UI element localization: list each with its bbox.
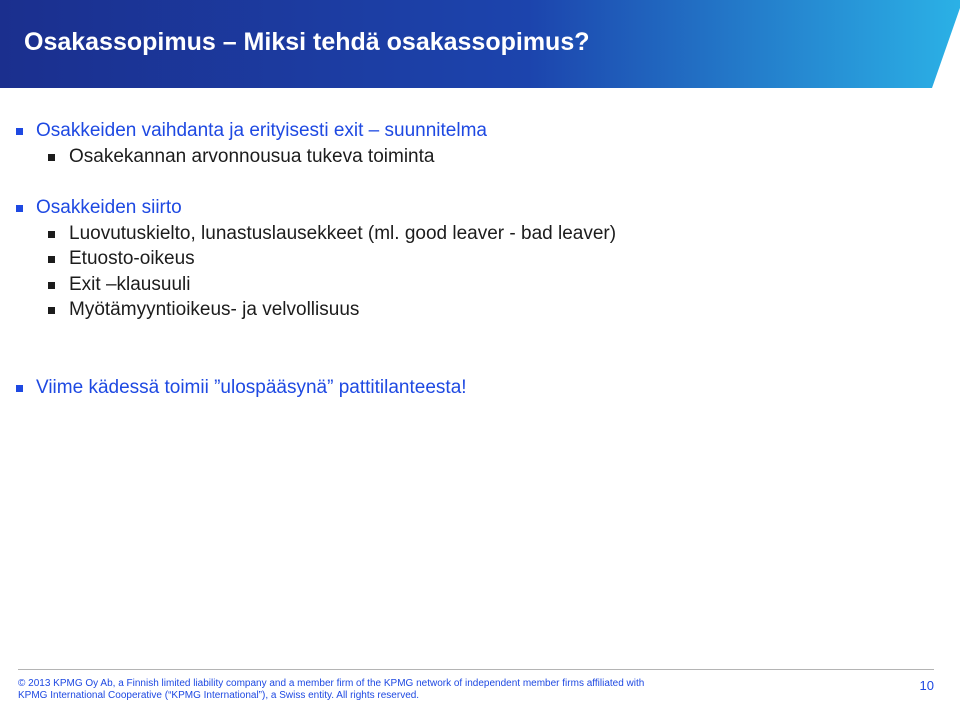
bullet-item-myotamyynti	[48, 298, 359, 322]
bullet-item-luovutuskielto	[48, 222, 616, 246]
bullet-text: Osakekannan arvonnousua tukeva toiminta	[69, 146, 435, 167]
bullet-heading-exit	[16, 119, 487, 143]
bullet-heading-siirto	[16, 196, 182, 220]
footer-copyright	[18, 678, 644, 702]
square-bullet-icon	[16, 385, 23, 392]
bullet-item-exit-klausuuli	[48, 273, 190, 297]
square-bullet-icon	[16, 205, 23, 212]
bullet-heading-ulospaasy	[16, 376, 467, 400]
bullet-item-etuosto	[48, 247, 195, 271]
bullet-text: Viime kädessä toimii ”ulospääsynä” pattitilanteesta!	[36, 377, 467, 398]
square-bullet-icon	[48, 231, 55, 238]
bullet-text: Luovutuskielto, lunastuslausekkeet (ml. good leaver - bad leaver)	[69, 223, 617, 244]
bullet-text: Osakkeiden siirto	[36, 197, 182, 218]
footer-line-1: © 2013 KPMG Oy Ab, a Finnish limited liability company and a member firm of the KPMG network of independent member firms affiliated with	[18, 678, 645, 689]
footer-line-2: KPMG International Cooperative (“KPMG International”), a Swiss entity. All rights reserved.	[18, 690, 420, 701]
page-number: 10	[919, 678, 934, 693]
title-banner	[0, 0, 960, 88]
square-bullet-icon	[48, 154, 55, 161]
square-bullet-icon	[16, 128, 23, 135]
slide-title: Osakassopimus – Miksi tehdä osakassopimus?	[24, 28, 590, 56]
footer-divider	[18, 669, 934, 670]
bullet-text: Etuosto-oikeus	[69, 248, 195, 269]
bullet-text: Myötämyyntioikeus- ja velvollisuus	[69, 299, 360, 320]
square-bullet-icon	[48, 256, 55, 263]
bullet-text: Exit –klausuuli	[69, 274, 191, 295]
bullet-text: Osakkeiden vaihdanta ja erityisesti exit – suunnitelma	[36, 120, 487, 141]
square-bullet-icon	[48, 307, 55, 314]
bullet-item-arvonnousu	[48, 145, 434, 169]
square-bullet-icon	[48, 282, 55, 289]
